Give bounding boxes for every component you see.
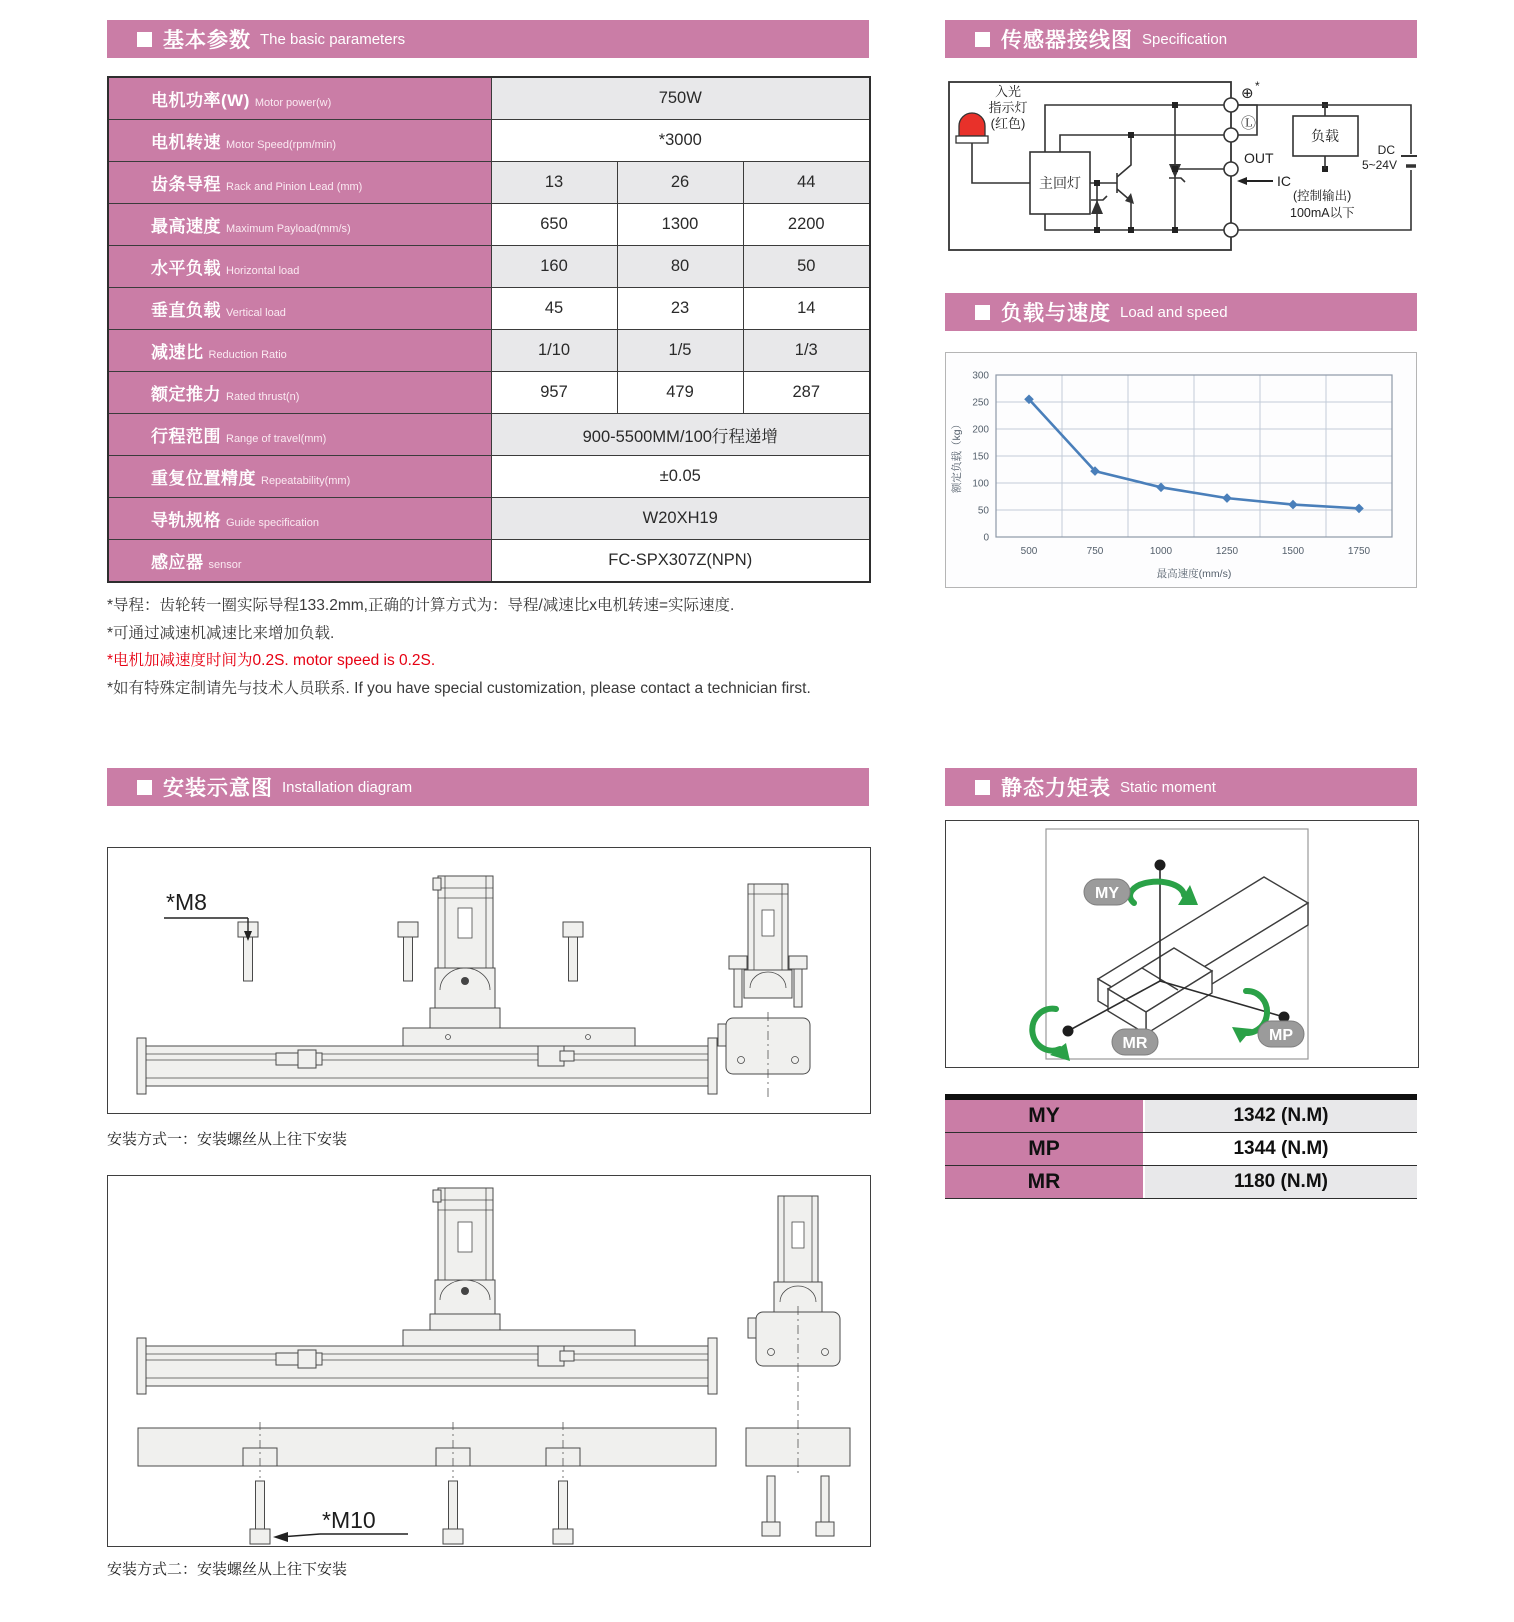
footnote-line: *电机加减速度时间为0.2S. motor speed is 0.2S. <box>107 652 436 669</box>
install-caption-1: 安装方式一：安装螺丝从上往下安装 <box>107 1131 348 1148</box>
chart-text: 100 <box>972 478 989 490</box>
param-label-en: Range of travel(mm) <box>226 433 327 445</box>
param-row <box>108 498 870 540</box>
param-label-zh: 感应器 <box>151 553 204 572</box>
section-bullet-icon <box>137 32 152 47</box>
basic-parameters-table <box>107 76 871 583</box>
param-value: 957 <box>491 372 617 414</box>
param-value: 1/10 <box>491 330 617 372</box>
install-diagram-2 <box>107 1175 871 1547</box>
motor-adapter <box>435 968 495 1008</box>
rail-body <box>146 1046 708 1086</box>
carriage-plate <box>403 1330 635 1346</box>
param-row <box>108 120 870 162</box>
end-view <box>746 1196 850 1536</box>
motor-flange <box>430 1008 500 1028</box>
param-value: 1/3 <box>743 330 870 372</box>
section-title-zh: 安装示意图 <box>163 777 273 800</box>
param-label-en: Maximum Payload(mm/s) <box>226 223 351 235</box>
chart-text: 额定负载（kg） <box>951 418 963 494</box>
param-row <box>108 162 870 204</box>
moment-row <box>945 1100 1417 1133</box>
param-value: 287 <box>743 372 870 414</box>
motor-adapter <box>435 1280 495 1314</box>
chart-text: 最高速度(mm/s) <box>1156 568 1232 580</box>
chart-text: 1250 <box>1215 546 1239 557</box>
param-label-zh: 导轨规格 <box>151 511 221 530</box>
param-label <box>108 414 491 456</box>
footnotes <box>107 592 907 702</box>
moment-row <box>945 1133 1417 1166</box>
param-value: 80 <box>617 246 743 288</box>
install-drawing-top-mount <box>108 848 870 1113</box>
section-title-en: Load and speed <box>1120 303 1228 321</box>
param-value: 750W <box>491 77 870 120</box>
param-value: 479 <box>617 372 743 414</box>
param-value: 1/5 <box>617 330 743 372</box>
chart-rect <box>1288 500 1298 510</box>
chart-text: 750 <box>1086 546 1104 557</box>
param-value: 900-5500MM/100行程递增 <box>491 414 870 456</box>
param-label-zh: 垂直负载 <box>151 301 221 320</box>
m8-bolts <box>238 922 583 981</box>
load-box-label: 负载 <box>1311 128 1339 144</box>
moment-row <box>945 1166 1417 1199</box>
param-label-zh: 电机转速 <box>151 133 221 152</box>
param-value: *3000 <box>491 120 870 162</box>
param-value: 45 <box>491 288 617 330</box>
chart-text: 1500 <box>1281 546 1305 557</box>
param-label <box>108 372 491 414</box>
param-label-zh: 行程范围 <box>151 427 221 446</box>
param-label-en: Repeatability(mm) <box>261 475 351 487</box>
section-bullet-icon <box>975 305 990 320</box>
install-drawing-bottom-mount <box>108 1176 870 1546</box>
chart-text: 200 <box>972 424 989 436</box>
load-speed-chart-frame <box>945 352 1417 588</box>
m8-label: *M8 <box>166 889 207 915</box>
section-header-sensor <box>945 20 1417 58</box>
param-value: 13 <box>491 162 617 204</box>
param-row <box>108 330 870 372</box>
param-label-en: Guide specification <box>226 517 319 529</box>
m10-label: *M10 <box>322 1507 376 1533</box>
moment-label: MY <box>945 1100 1143 1132</box>
plus-terminal-label: ⊕ <box>1241 85 1254 102</box>
my-badge: MY <box>1095 885 1119 902</box>
chart-text: 50 <box>977 505 989 517</box>
param-value: 26 <box>617 162 743 204</box>
param-value: FC-SPX307Z(NPN) <box>491 540 870 583</box>
section-header-static <box>945 768 1417 806</box>
section-header-load <box>945 293 1417 331</box>
static-moment-table <box>945 1094 1417 1199</box>
param-label-zh: 减速比 <box>151 343 204 362</box>
section-title-en: Installation diagram <box>282 778 413 796</box>
dc-label: DC <box>1377 143 1395 157</box>
voltage-label: 5~24V <box>1361 158 1397 172</box>
chart-rect <box>1156 483 1166 493</box>
param-label-en: Reduction Ratio <box>208 349 287 361</box>
section-title-zh: 静态力矩表 <box>1001 777 1111 800</box>
sensor-wiring-diagram <box>945 78 1417 258</box>
section-title-zh: 基本参数 <box>163 29 251 52</box>
carriage-plate <box>403 1028 635 1046</box>
chart-text: 150 <box>972 451 989 463</box>
param-label <box>108 498 491 540</box>
l-terminal-label: Ⓛ <box>1241 115 1257 132</box>
footnote-line: *如有特殊定制请先与技术人员联系. If you have special customization, please contact a technician first. <box>107 679 811 697</box>
end-view <box>718 884 810 1098</box>
param-value: 1300 <box>617 204 743 246</box>
param-label <box>108 204 491 246</box>
param-row <box>108 288 870 330</box>
current-limit-label: 100mA以下 <box>1290 206 1355 220</box>
param-label-zh: 额定推力 <box>151 385 221 404</box>
section-bullet-icon <box>975 780 990 795</box>
param-label <box>108 77 491 120</box>
led-label-3: (红色) <box>990 116 1026 131</box>
install-diagram-1 <box>107 847 871 1114</box>
param-row <box>108 204 870 246</box>
section-bullet-icon <box>975 32 990 47</box>
chart-text: 1750 <box>1347 546 1371 557</box>
param-label-en: Vertical load <box>226 307 286 319</box>
param-value: W20XH19 <box>491 498 870 540</box>
out-label: OUT <box>1244 150 1274 166</box>
section-header-install <box>107 768 869 806</box>
param-value: 23 <box>617 288 743 330</box>
led-indicator-icon <box>956 113 988 143</box>
chart-rect <box>1354 504 1364 514</box>
ic-label: IC <box>1277 173 1291 189</box>
param-label-zh: 水平负载 <box>151 259 221 278</box>
param-value: ±0.05 <box>491 456 870 498</box>
chart-text: 250 <box>972 397 989 409</box>
section-title-en: The basic parameters <box>260 30 406 48</box>
mr-badge: MR <box>1122 1035 1148 1052</box>
moment-label: MP <box>945 1133 1143 1165</box>
param-row <box>108 414 870 456</box>
install-caption-2: 安装方式二：安装螺丝从上往下安装 <box>107 1561 348 1578</box>
param-value: 50 <box>743 246 870 288</box>
param-label-en: Rated thrust(n) <box>226 391 300 403</box>
mp-badge: MP <box>1269 1027 1293 1044</box>
chart-text: 0 <box>983 532 989 544</box>
moment-value: 1180 (N.M) <box>1143 1166 1417 1198</box>
battery-icon <box>1401 156 1417 166</box>
param-label-zh: 电机功率(W) <box>151 91 250 110</box>
mounting-plate <box>138 1428 716 1466</box>
param-row <box>108 77 870 120</box>
param-row <box>108 372 870 414</box>
param-label <box>108 456 491 498</box>
param-label-zh: 重复位置精度 <box>151 469 256 488</box>
param-label-en: Motor power(w) <box>254 97 332 109</box>
chart-text: 1000 <box>1149 546 1173 557</box>
section-title-en: Specification <box>1142 30 1228 48</box>
plus-star: * <box>1255 79 1260 93</box>
static-moment-diagram <box>945 820 1419 1068</box>
param-value: 44 <box>743 162 870 204</box>
param-value: 14 <box>743 288 870 330</box>
param-label-zh: 齿条导程 <box>151 175 221 194</box>
moment-value: 1342 (N.M) <box>1143 1100 1417 1132</box>
param-value: 160 <box>491 246 617 288</box>
param-label <box>108 120 491 162</box>
main-circuit-label: 主回灯 <box>1039 175 1081 191</box>
footnote-line: *可通过减速机减速比来增加负载. <box>107 624 335 642</box>
moment-value: 1344 (N.M) <box>1143 1133 1417 1165</box>
param-label <box>108 162 491 204</box>
param-label-en: sensor <box>208 559 242 571</box>
param-label-en: Horizontal load <box>226 265 300 277</box>
param-label <box>108 246 491 288</box>
load-speed-chart <box>946 353 1416 587</box>
section-title-zh: 传感器接线图 <box>1001 29 1133 52</box>
rail-body <box>146 1346 708 1386</box>
param-label <box>108 288 491 330</box>
param-row <box>108 540 870 583</box>
param-row <box>108 456 870 498</box>
param-label <box>108 540 491 583</box>
moment-axes-drawing <box>946 821 1418 1067</box>
param-label <box>108 330 491 372</box>
chart-text: 300 <box>972 370 989 382</box>
led-label-1: 入光 <box>994 84 1022 99</box>
section-title-zh: 负载与速度 <box>1001 302 1111 325</box>
param-value: 650 <box>491 204 617 246</box>
param-label-en: Motor Speed(rpm/min) <box>226 139 337 151</box>
section-title-en: Static moment <box>1120 778 1216 796</box>
param-value: 2200 <box>743 204 870 246</box>
param-label-zh: 最高速度 <box>151 217 221 236</box>
param-label-en: Rack and Pinion Lead (mm) <box>226 181 363 193</box>
param-row <box>108 246 870 288</box>
control-output-label: (控制输出) <box>1293 189 1352 203</box>
led-label-2: 指示灯 <box>988 100 1028 115</box>
footnote-line: *导程：齿轮转一圈实际导程133.2mm,正确的计算方式为：导程/减速比x电机转速=实际速度. <box>107 597 735 614</box>
section-bullet-icon <box>137 780 152 795</box>
ic-arrow-icon <box>1237 177 1247 185</box>
chart-text: 500 <box>1020 546 1038 557</box>
chart-rect <box>1222 493 1232 503</box>
moment-label: MR <box>945 1166 1143 1198</box>
section-header-basic <box>107 20 869 58</box>
